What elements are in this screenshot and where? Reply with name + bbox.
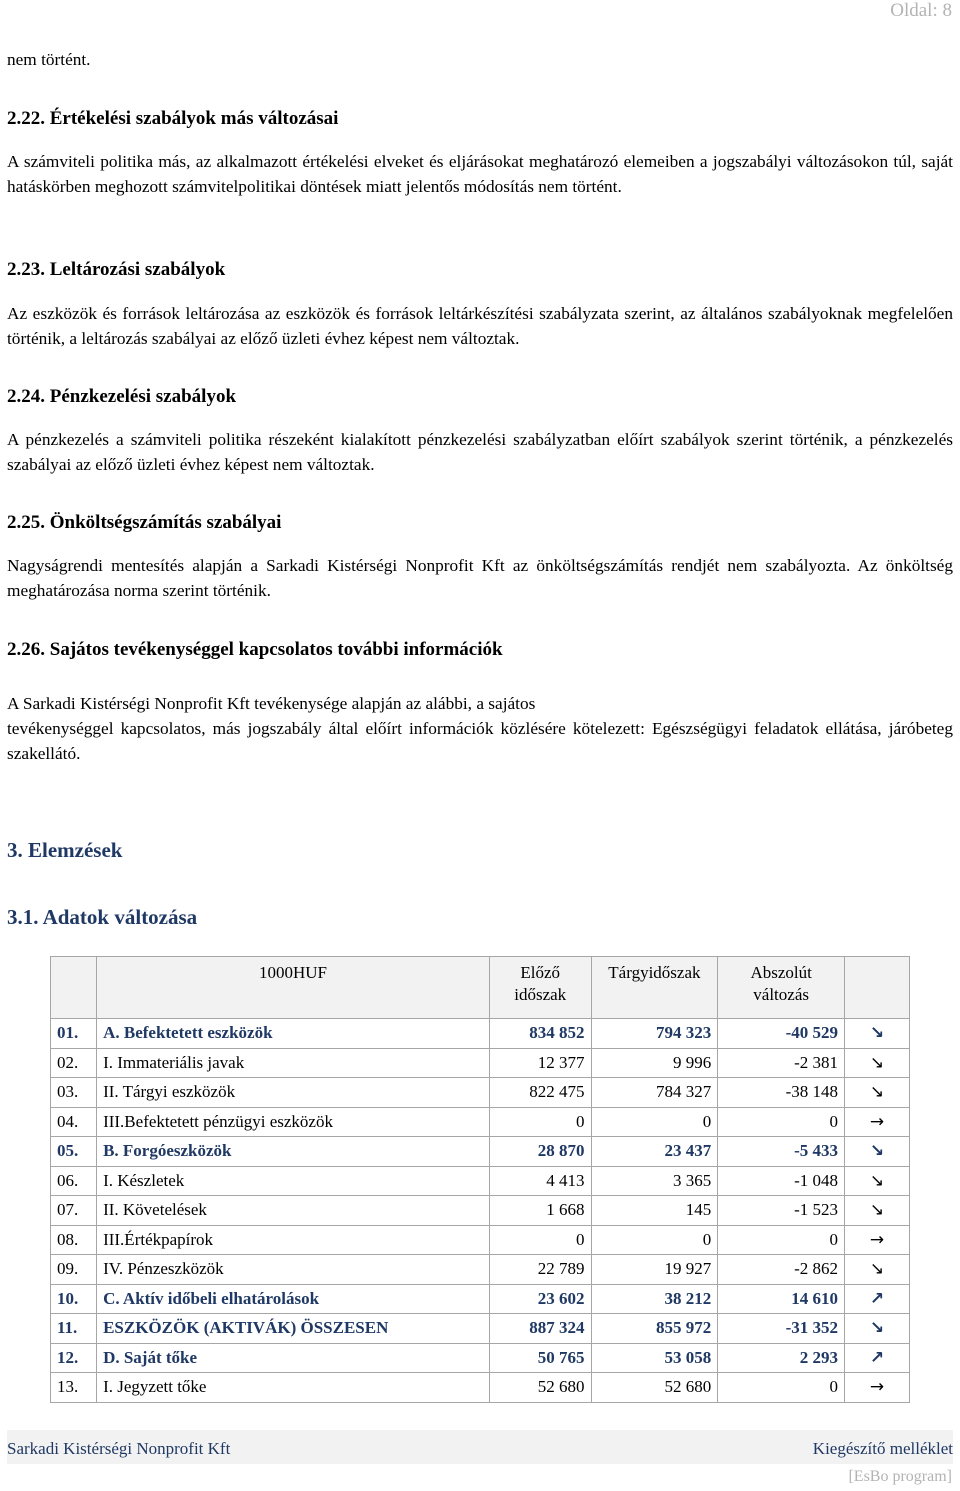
row-label: I. Jegyzett tőke bbox=[97, 1373, 490, 1403]
header-unit: 1000HUF bbox=[97, 957, 490, 1019]
row-code: 12. bbox=[51, 1343, 97, 1373]
row-trend-icon: ↗ bbox=[845, 1343, 910, 1373]
row-previous-value: 22 789 bbox=[489, 1255, 591, 1285]
table-row bbox=[51, 1137, 910, 1167]
row-code: 01. bbox=[51, 1019, 97, 1049]
section-2-25-title: 2.25. Önköltségszámítás szabályai bbox=[7, 512, 282, 533]
chapter-title: 3. Elemzések bbox=[7, 838, 123, 862]
row-trend-icon: → bbox=[845, 1107, 910, 1137]
row-previous-value: 23 602 bbox=[489, 1284, 591, 1314]
row-previous-value: 28 870 bbox=[489, 1137, 591, 1167]
row-trend-icon: ↘ bbox=[845, 1314, 910, 1344]
intro-tail-text: nem történt. bbox=[7, 50, 91, 69]
subchapter-title: 3.1. Adatok változása bbox=[7, 905, 198, 929]
row-code: 09. bbox=[51, 1255, 97, 1285]
row-label: III.Értékpapírok bbox=[97, 1225, 490, 1255]
row-label: IV. Pénzeszközök bbox=[97, 1255, 490, 1285]
row-previous-value: 0 bbox=[489, 1107, 591, 1137]
row-code: 08. bbox=[51, 1225, 97, 1255]
section-2-22-text: A számviteli politika más, az alkalmazott értékelési elveket és eljárásokat meghatározó elemeiben a jogszabályi változásokon túl, saját hatáskörben meghozott számvitelpolitikai döntések miatt jelentős módosítás nem történt. bbox=[7, 152, 953, 196]
row-current-value: 855 972 bbox=[591, 1314, 718, 1344]
row-code: 04. bbox=[51, 1107, 97, 1137]
row-label: A. Befektetett eszközök bbox=[97, 1019, 490, 1049]
row-label: III.Befektetett pénzügyi eszközök bbox=[97, 1107, 490, 1137]
row-trend-icon: ↘ bbox=[845, 1166, 910, 1196]
row-trend-icon: ↘ bbox=[845, 1019, 910, 1049]
row-trend-icon: ↘ bbox=[845, 1196, 910, 1226]
row-current-value: 0 bbox=[591, 1107, 718, 1137]
table-row bbox=[51, 1314, 910, 1344]
row-label: D. Saját tőke bbox=[97, 1343, 490, 1373]
row-absolute-change: -40 529 bbox=[718, 1019, 845, 1049]
table-row bbox=[51, 1048, 910, 1078]
section-2-24-title: 2.24. Pénzkezelési szabályok bbox=[7, 386, 237, 407]
section-2-25-text: Nagyságrendi mentesítés alapján a Sarkadi Kistérségi Nonprofit Kft az önköltségszámítás rendjét nem szabályozta. Az önköltség meghatározása norma szerint történik. bbox=[7, 556, 953, 600]
row-absolute-change: -1 523 bbox=[718, 1196, 845, 1226]
row-trend-icon: → bbox=[845, 1225, 910, 1255]
header-previous-line1: Előző bbox=[520, 963, 561, 982]
row-previous-value: 52 680 bbox=[489, 1373, 591, 1403]
row-code: 11. bbox=[51, 1314, 97, 1344]
row-absolute-change: 14 610 bbox=[718, 1284, 845, 1314]
row-absolute-change: 0 bbox=[718, 1373, 845, 1403]
row-label: I. Készletek bbox=[97, 1166, 490, 1196]
footer-document-title: Kiegészítő melléklet bbox=[812, 1439, 953, 1458]
table-row bbox=[51, 1284, 910, 1314]
row-absolute-change: 0 bbox=[718, 1225, 845, 1255]
row-current-value: 784 327 bbox=[591, 1078, 718, 1108]
row-previous-value: 4 413 bbox=[489, 1166, 591, 1196]
table-row bbox=[51, 1373, 910, 1403]
row-label: C. Aktív időbeli elhatárolások bbox=[97, 1284, 490, 1314]
section-2-22-title: 2.22. Értékelési szabályok más változásai bbox=[7, 108, 339, 129]
section-2-26-text-rest: tevékenységgel kapcsolatos, más jogszabály által előírt információk közlésére kötelezett: Egészségügyi feladatok ellátása, járóbeteg szakellátó. bbox=[7, 719, 953, 763]
row-absolute-change: -1 048 bbox=[718, 1166, 845, 1196]
table-header-row bbox=[51, 957, 910, 1019]
row-trend-icon: ↘ bbox=[845, 1137, 910, 1167]
header-absolute-line2: változás bbox=[753, 985, 809, 1004]
row-previous-value: 0 bbox=[489, 1225, 591, 1255]
row-code: 10. bbox=[51, 1284, 97, 1314]
row-previous-value: 834 852 bbox=[489, 1019, 591, 1049]
row-current-value: 3 365 bbox=[591, 1166, 718, 1196]
row-label: ESZKÖZÖK (AKTIVÁK) ÖSSZESEN bbox=[97, 1314, 490, 1344]
row-current-value: 23 437 bbox=[591, 1137, 718, 1167]
data-change-table bbox=[50, 956, 910, 1403]
row-absolute-change: 0 bbox=[718, 1107, 845, 1137]
section-2-26-text-line1: A Sarkadi Kistérségi Nonprofit Kft tevékenysége alapján az alábbi, a sajátos bbox=[7, 694, 536, 713]
table-row bbox=[51, 1019, 910, 1049]
section-2-23-title: 2.23. Leltározási szabályok bbox=[7, 259, 226, 280]
table-row bbox=[51, 1107, 910, 1137]
row-label: I. Immateriális javak bbox=[97, 1048, 490, 1078]
row-trend-icon: ↘ bbox=[845, 1048, 910, 1078]
header-absolute-change bbox=[718, 957, 845, 1019]
row-absolute-change: -38 148 bbox=[718, 1078, 845, 1108]
table-row bbox=[51, 1225, 910, 1255]
header-previous-period bbox=[489, 957, 591, 1019]
table-row bbox=[51, 1166, 910, 1196]
row-previous-value: 12 377 bbox=[489, 1048, 591, 1078]
header-absolute-line1: Abszolút bbox=[750, 963, 812, 982]
header-previous-line2: időszak bbox=[514, 985, 567, 1004]
row-current-value: 145 bbox=[591, 1196, 718, 1226]
footer-program-label: [EsBo program] bbox=[848, 1468, 952, 1485]
section-2-26-title: 2.26. Sajátos tevékenységgel kapcsolatos további információk bbox=[7, 639, 503, 660]
header-trend-cell bbox=[845, 957, 910, 1019]
row-absolute-change: -2 862 bbox=[718, 1255, 845, 1285]
row-label: II. Tárgyi eszközök bbox=[97, 1078, 490, 1108]
row-code: 07. bbox=[51, 1196, 97, 1226]
row-current-value: 53 058 bbox=[591, 1343, 718, 1373]
row-code: 13. bbox=[51, 1373, 97, 1403]
header-current-period: Tárgyidőszak bbox=[591, 957, 718, 1019]
row-previous-value: 1 668 bbox=[489, 1196, 591, 1226]
row-trend-icon: ↘ bbox=[845, 1078, 910, 1108]
page-number: Oldal: 8 bbox=[890, 0, 952, 21]
footer-company: Sarkadi Kistérségi Nonprofit Kft bbox=[7, 1439, 231, 1458]
row-label: B. Forgóeszközök bbox=[97, 1137, 490, 1167]
row-current-value: 794 323 bbox=[591, 1019, 718, 1049]
header-blank-cell bbox=[51, 957, 97, 1019]
row-previous-value: 50 765 bbox=[489, 1343, 591, 1373]
row-code: 06. bbox=[51, 1166, 97, 1196]
row-current-value: 19 927 bbox=[591, 1255, 718, 1285]
row-trend-icon: → bbox=[845, 1373, 910, 1403]
section-2-24-text: A pénzkezelés a számviteli politika részeként kialakított pénzkezelési szabályzatban előírt szabályok szerint történik, a pénzkezelés szabályai az előző üzleti évhez képest nem változtak. bbox=[7, 430, 953, 474]
row-current-value: 0 bbox=[591, 1225, 718, 1255]
row-code: 05. bbox=[51, 1137, 97, 1167]
row-absolute-change: -5 433 bbox=[718, 1137, 845, 1167]
row-previous-value: 822 475 bbox=[489, 1078, 591, 1108]
row-absolute-change: -2 381 bbox=[718, 1048, 845, 1078]
section-2-23-text: Az eszközök és források leltározása az eszközök és források leltárkészítési szabályzata szerint, az általános szabályoknak megfelelően történik, a leltározás szabályai az előző üzleti évhez képest nem változtak. bbox=[7, 304, 953, 348]
row-current-value: 52 680 bbox=[591, 1373, 718, 1403]
row-absolute-change: -31 352 bbox=[718, 1314, 845, 1344]
table-row bbox=[51, 1078, 910, 1108]
row-previous-value: 887 324 bbox=[489, 1314, 591, 1344]
row-current-value: 9 996 bbox=[591, 1048, 718, 1078]
table-row bbox=[51, 1343, 910, 1373]
table-row bbox=[51, 1196, 910, 1226]
row-label: II. Követelések bbox=[97, 1196, 490, 1226]
row-absolute-change: 2 293 bbox=[718, 1343, 845, 1373]
row-trend-icon: ↗ bbox=[845, 1284, 910, 1314]
table-row bbox=[51, 1255, 910, 1285]
row-code: 02. bbox=[51, 1048, 97, 1078]
page-footer bbox=[7, 1430, 953, 1464]
row-trend-icon: ↘ bbox=[845, 1255, 910, 1285]
row-code: 03. bbox=[51, 1078, 97, 1108]
row-current-value: 38 212 bbox=[591, 1284, 718, 1314]
